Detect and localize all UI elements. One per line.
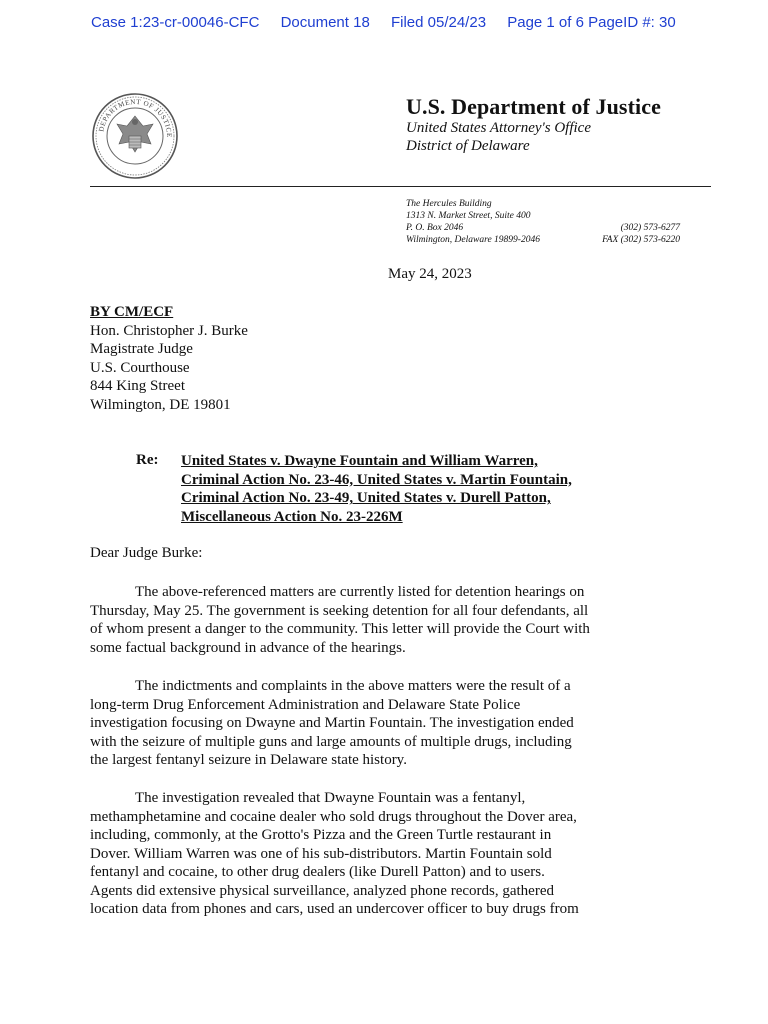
paragraph-line: long-term Drug Enforcement Administration and Delaware State Police (90, 696, 521, 713)
letterhead-title: U.S. Department of Justice (406, 94, 661, 119)
paragraph-2 (90, 677, 690, 770)
re-subject (181, 452, 572, 526)
paragraph-line: fentanyl and cocaine, to other drug dealers (like Durell Patton) and to users. (90, 864, 545, 880)
address-street: 1313 N. Market Street, Suite 400 (406, 211, 531, 221)
addressee-building: U.S. Courthouse (90, 359, 190, 376)
page-info: Page 1 of 6 PageID #: 30 (507, 14, 676, 31)
paragraph-line: of whom present a danger to the community. This letter will provide the Court with (90, 621, 590, 637)
letter-date: May 24, 2023 (388, 266, 472, 282)
office-address (406, 198, 680, 246)
address-building: The Hercules Building (406, 199, 492, 209)
addressee-street: 844 King Street (90, 378, 185, 395)
paragraph-line: Agents did extensive physical surveillance, analyzed phone records, gathered (90, 882, 554, 899)
case-number: Case 1:23-cr-00046-CFC (91, 14, 260, 31)
re-label: Re: (136, 452, 159, 468)
address-fax: FAX (302) 573-6220 (602, 235, 680, 245)
address-city: Wilmington, Delaware 19899-2046 (406, 235, 540, 245)
paragraph-line: methamphetamine and cocaine dealer who sold drugs throughout the Dover area, (90, 808, 577, 825)
paragraph-line: Dover. William Warren was one of his sub-distributors. Martin Fountain sold (90, 845, 552, 862)
addressee-title: Magistrate Judge (90, 341, 193, 358)
paragraph-line: The indictments and complaints in the above matters were the result of a (135, 678, 571, 694)
letterhead-district: District of Delaware (406, 138, 530, 154)
doj-seal-icon (91, 92, 179, 180)
letterhead-divider (90, 186, 711, 187)
addressee-city: Wilmington, DE 19801 (90, 396, 231, 413)
salutation: Dear Judge Burke: (90, 545, 203, 561)
filing-header (91, 14, 731, 31)
paragraph-line: The investigation revealed that Dwayne Fountain was a fentanyl, (135, 790, 526, 806)
re-line: Miscellaneous Action No. 23-226M (181, 508, 403, 525)
re-line: Criminal Action No. 23-46, United States v. Martin Fountain, (181, 471, 572, 488)
paragraph-line: Thursday, May 25. The government is seeking detention for all four defendants, all (90, 602, 589, 619)
paragraph-line: the largest fentanyl seizure in Delaware state history. (90, 752, 407, 768)
delivery-method: BY CM/ECF (90, 304, 174, 320)
svg-text:DEPARTMENT OF JUSTICE: DEPARTMENT OF JUSTICE (97, 97, 174, 138)
re-line: United States v. Dwayne Fountain and William Warren, (181, 453, 538, 469)
re-line: Criminal Action No. 23-49, United States v. Durell Patton, (181, 490, 551, 507)
paragraph-line: location data from phones and cars, used an undercover officer to buy drugs from (90, 901, 579, 917)
address-phone: (302) 573-6277 (620, 223, 680, 233)
address-po-box: P. O. Box 2046 (406, 223, 464, 233)
letterhead-office: United States Attorney's Office (406, 120, 591, 136)
addressee-block (90, 303, 248, 415)
paragraph-1 (90, 583, 690, 657)
paragraph-3 (90, 789, 690, 919)
paragraph-line: with the seizure of multiple guns and large amounts of multiple drugs, including (90, 733, 572, 750)
filed-date: Filed 05/24/23 (390, 14, 487, 31)
document-number: Document 18 (280, 14, 370, 31)
paragraph-line: The above-referenced matters are currently listed for detention hearings on (135, 584, 585, 600)
addressee-name: Hon. Christopher J. Burke (90, 322, 248, 339)
paragraph-line: investigation focusing on Dwayne and Martin Fountain. The investigation ended (90, 715, 574, 731)
paragraph-line: some factual background in advance of the hearings. (90, 639, 406, 656)
paragraph-line: including, commonly, at the Grotto's Pizza and the Green Turtle restaurant in (90, 827, 552, 843)
